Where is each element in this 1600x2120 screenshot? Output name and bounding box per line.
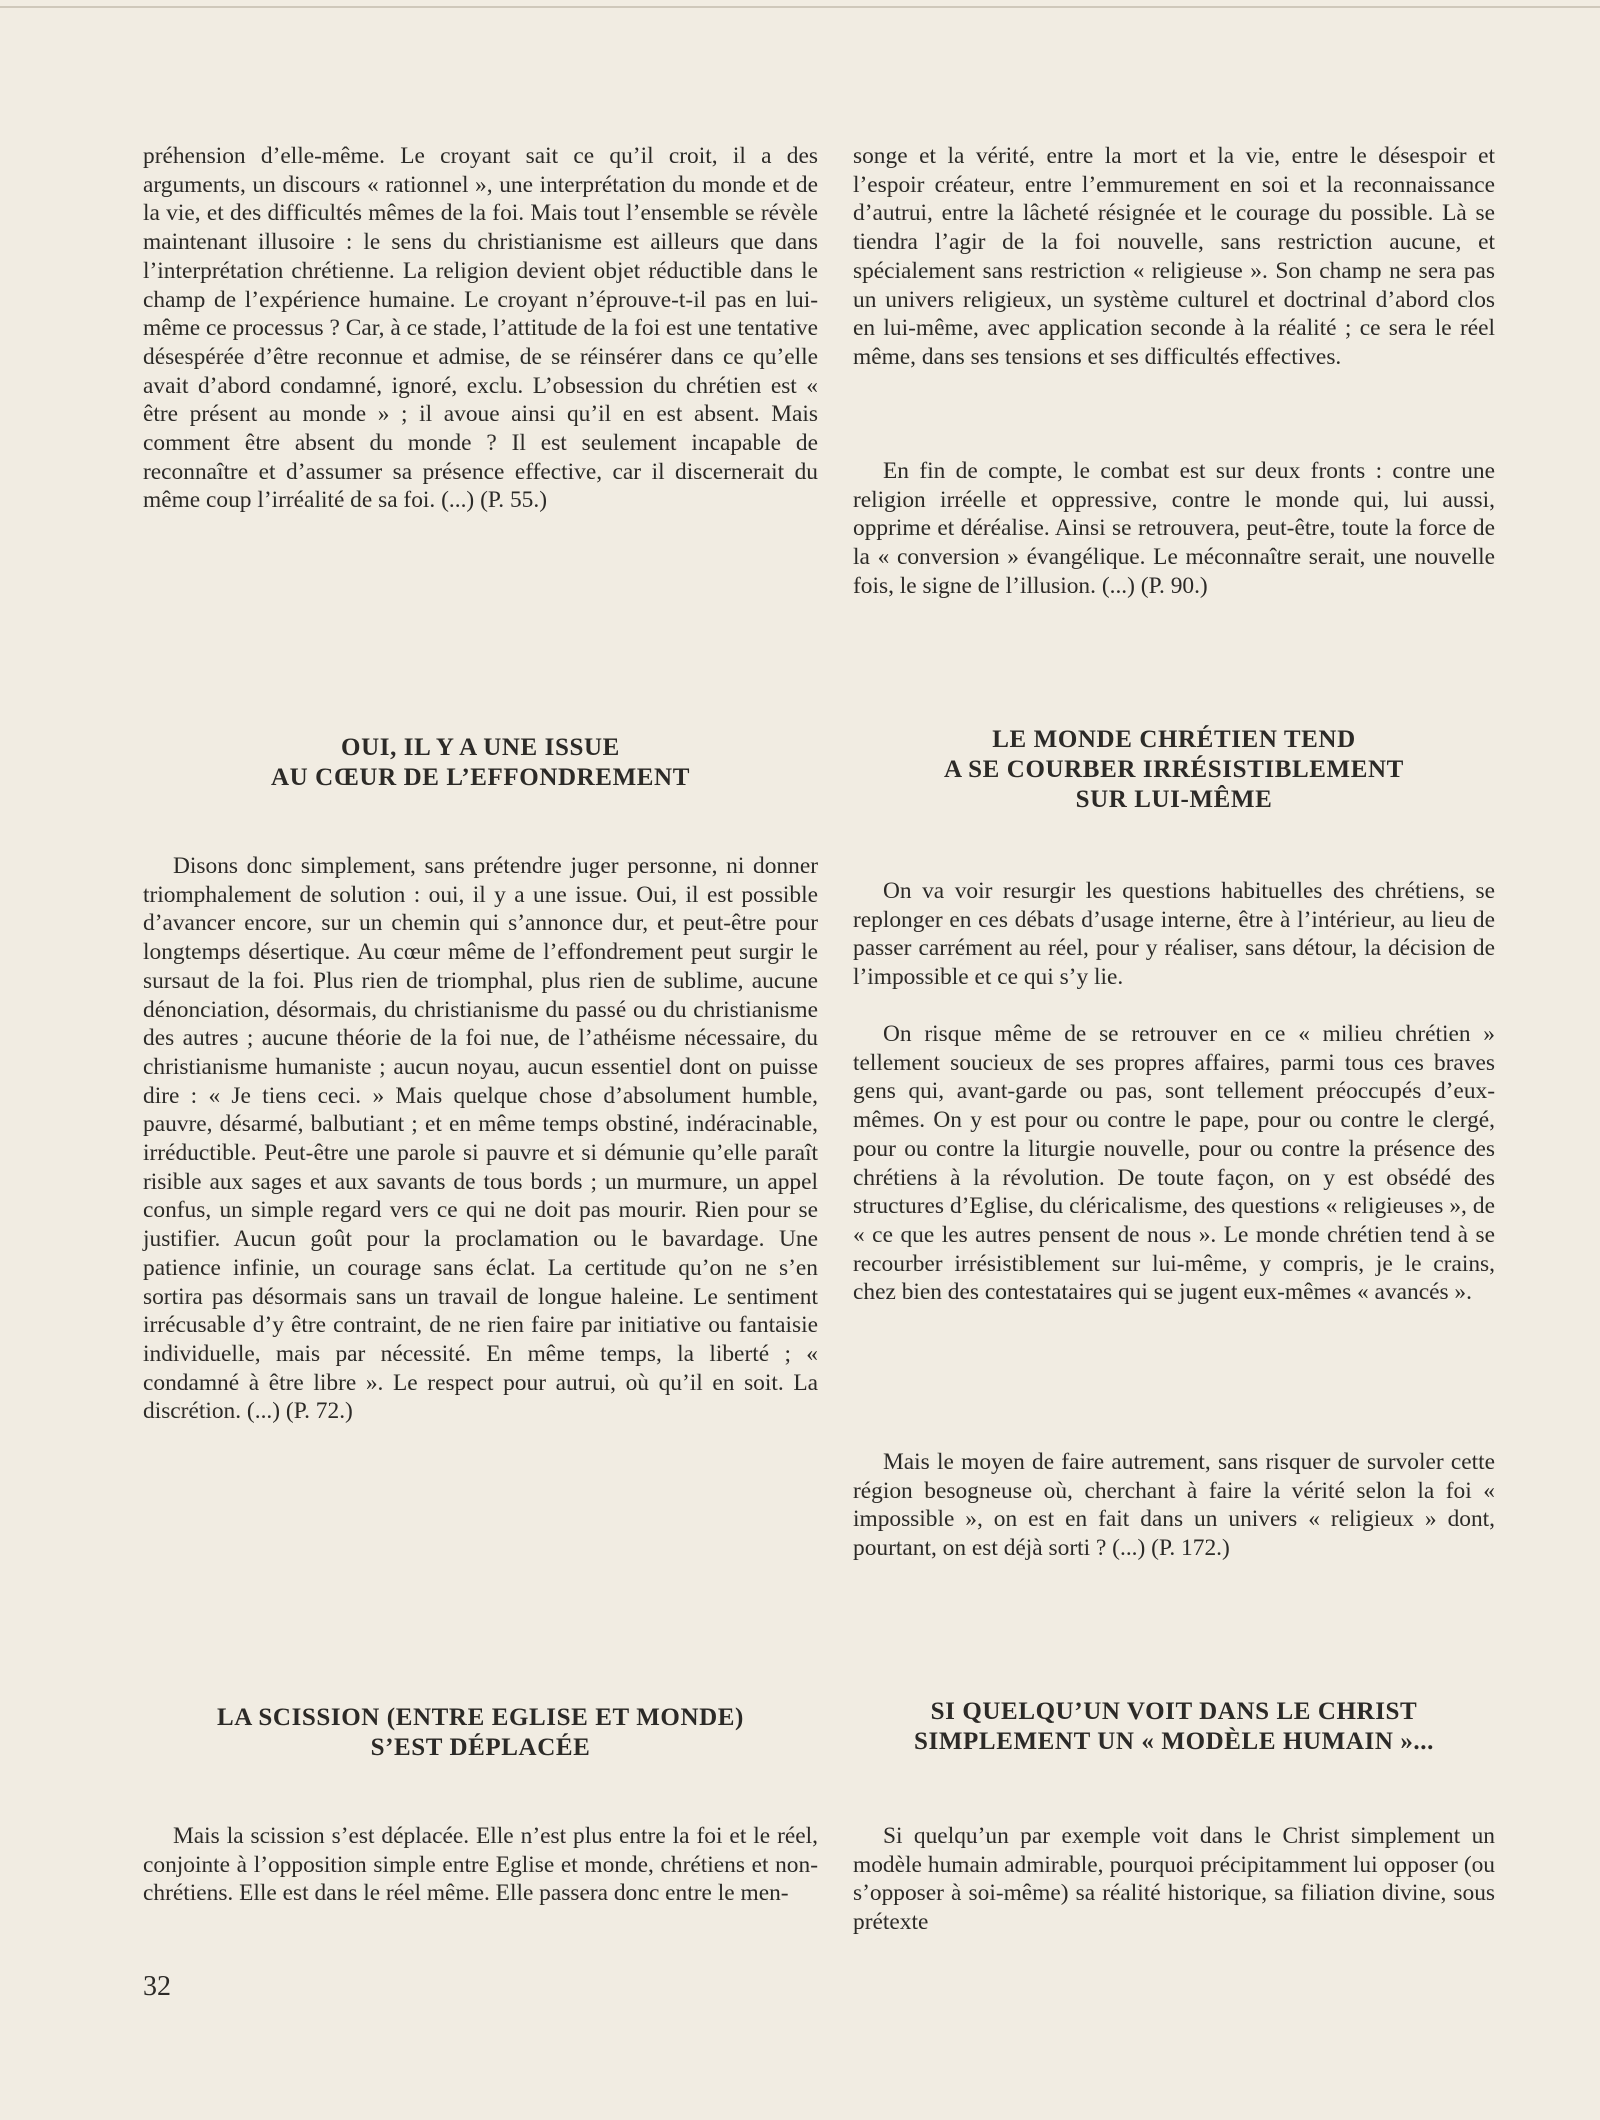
right-heading-modele-humain <box>853 1697 1495 1757</box>
left-heading-scission <box>143 1703 818 1763</box>
heading-line: LE MONDE CHRÉTIEN TEND <box>992 726 1356 753</box>
left-paragraph-1: préhension d’elle-même. Le croyant sait ce qu’il croit, il a des arguments, un discours « rationnel », une interprétation du monde et de la vie, et des difficultés mêmes de la foi. Mais tout l’ensemble se révèle maintenant illusoire : le sens du christianisme est ailleurs que dans l’interprétation chrétienne. La religion devient objet réductible dans le champ de l’expérience humaine. Le croyant n’éprouve-t-il pas en lui-même ce processus ? Car, à ce stade, l’attitude de la foi est une tentative désespérée d’être reconnue et admise, de se réinsérer dans ce qu’elle avait d’abord condamné, ignoré, exclu. L’obsession du chrétien est « être présent au monde » ; il avoue ainsi qu’il en est absent. Mais comment être absent du monde ? Il est seulement incapable de reconnaître et d’assumer sa présence effective, car il discernerait du même coup l’irréalité de sa foi. (...) (P. 55.) <box>143 143 818 514</box>
left-paragraph-3: Mais la scission s’est déplacée. Elle n’est plus entre la foi et le réel, conjointe à l’opposition simple entre Eglise et monde, chrétiens et non-chrétiens. Elle est dans le réel même. Elle passera donc entre le men- <box>143 1823 818 1907</box>
heading-line: SUR LUI-MÊME <box>1075 786 1273 813</box>
heading-line: OUI, IL Y A UNE ISSUE <box>341 734 620 761</box>
right-paragraph-1: songe et la vérité, entre la mort et la vie, entre le désespoir et l’espoir créateur, entre l’emmurement en soi et la reconnaissance d’autrui, entre la lâcheté résignée et le courage du possible. Là se tiendra l’agir de la foi nouvelle, sans restriction aucune, et spécialement sans restriction « religieuse ». Son champ ne sera pas un univers religieux, un système culturel et doctrinal d’abord clos en lui-même, avec application seconde à la réalité ; ce sera le réel même, dans ses tensions et ses difficultés effectives. <box>853 143 1495 370</box>
heading-line: SIMPLEMENT UN « MODÈLE HUMAIN »... <box>914 1728 1434 1755</box>
right-paragraph-6: Si quelqu’un par exemple voit dans le Christ simplement un modèle humain admirable, pourquoi précipitamment lui opposer (ou s’opposer à soi-même) sa réalité historique, sa filiation divine, sous prétexte <box>853 1823 1495 1936</box>
page-number: 32 <box>143 1971 171 2002</box>
right-heading-monde-chretien <box>853 725 1495 815</box>
right-paragraph-3: On va voir resurgir les questions habituelles des chrétiens, se replonger en ces débats d’usage interne, être à l’intérieur, au lieu de passer carrément au réel, pour y réaliser, sans détour, la décision de l’impossible et ce qui s’y lie. <box>853 878 1495 991</box>
right-paragraph-4: On risque même de se retrouver en ce « milieu chrétien » tellement soucieux de ses propres affaires, parmi tous ces braves gens qui, avant-garde ou pas, sont tellement préoccupés d’eux-mêmes. On y est pour ou contre le pape, pour ou contre le clergé, pour ou contre la liturgie nouvelle, pour ou contre la présence des chrétiens à la révolution. De toute façon, on y est obsédé des structures d’Eglise, du cléricalisme, des questions « religieuses », de « ce que les autres pensent de nous ». Le monde chrétien tend à se recourber irrésistiblement sur lui-même, y compris, je le crains, chez bien des contestataires qui se jugent eux-mêmes « avancés ». <box>853 1021 1495 1306</box>
heading-line: S’EST DÉPLACÉE <box>370 1734 591 1761</box>
heading-line: LA SCISSION (ENTRE EGLISE ET MONDE) <box>217 1704 744 1731</box>
left-paragraph-2: Disons donc simplement, sans prétendre juger personne, ni donner triomphalement de solution : oui, il y a une issue. Oui, il est possible d’avancer encore, sur un chemin qui s’annonce dur, et peut-être pour longtemps désertique. Au cœur même de l’effondrement peut surgir le sursaut de la foi. Plus rien de triomphal, plus rien de sublime, aucune dénonciation, désormais, du christianisme du passé ou du christianisme des autres ; aucune théorie de la foi nue, de l’athéisme nécessaire, du christianisme humaniste ; aucun noyau, aucun essentiel dont on puisse dire : « Je tiens ceci. » Mais quelque chose d’absolument humble, pauvre, désarmé, balbutiant ; et en même temps obstiné, indéracinable, irréductible. Peut-être une parole si pauvre et si démunie qu’elle paraît risible aux sages et aux savants de tous bords ; un murmure, un appel confus, un simple regard vers ce qui ne doit pas mourir. Rien pour se justifier. Aucun goût pour la proclamation ou le bavardage. Une patience infinie, un courage sans éclat. La certitude qu’on ne s’en sortira pas désormais sans un travail de longue haleine. Le sentiment irrécusable d’y être contraint, de ne rien faire par initiative ou fantaisie individuelle, mais par nécessité. En même temps, la liberté ; « condamné à être libre ». Le respect pour autrui, où qu’il en soit. La discrétion. (...) (P. 72.) <box>143 853 818 1425</box>
heading-line: A SE COURBER IRRÉSISTIBLEMENT <box>944 756 1404 783</box>
right-paragraph-5: Mais le moyen de faire autrement, sans risquer de survoler cette région besogneuse où, cherchant à faire la vérité selon la foi « impossible », on est en fait dans un univers « religieux » dont, pourtant, on est déjà sorti ? (...) (P. 172.) <box>853 1449 1495 1562</box>
right-paragraph-2: En fin de compte, le combat est sur deux fronts : contre une religion irréelle et oppressive, contre le monde qui, lui aussi, opprime et déréalise. Ainsi se retrouvera, peut-être, toute la force de la « conversion » évangélique. Le méconnaître serait, une nouvelle fois, le signe de l’illusion. (...) (P. 90.) <box>853 458 1495 599</box>
top-rule <box>0 6 1600 8</box>
heading-line: AU CŒUR DE L’EFFONDREMENT <box>271 764 690 791</box>
left-heading-issue <box>143 733 818 793</box>
heading-line: SI QUELQU’UN VOIT DANS LE CHRIST <box>930 1698 1418 1725</box>
